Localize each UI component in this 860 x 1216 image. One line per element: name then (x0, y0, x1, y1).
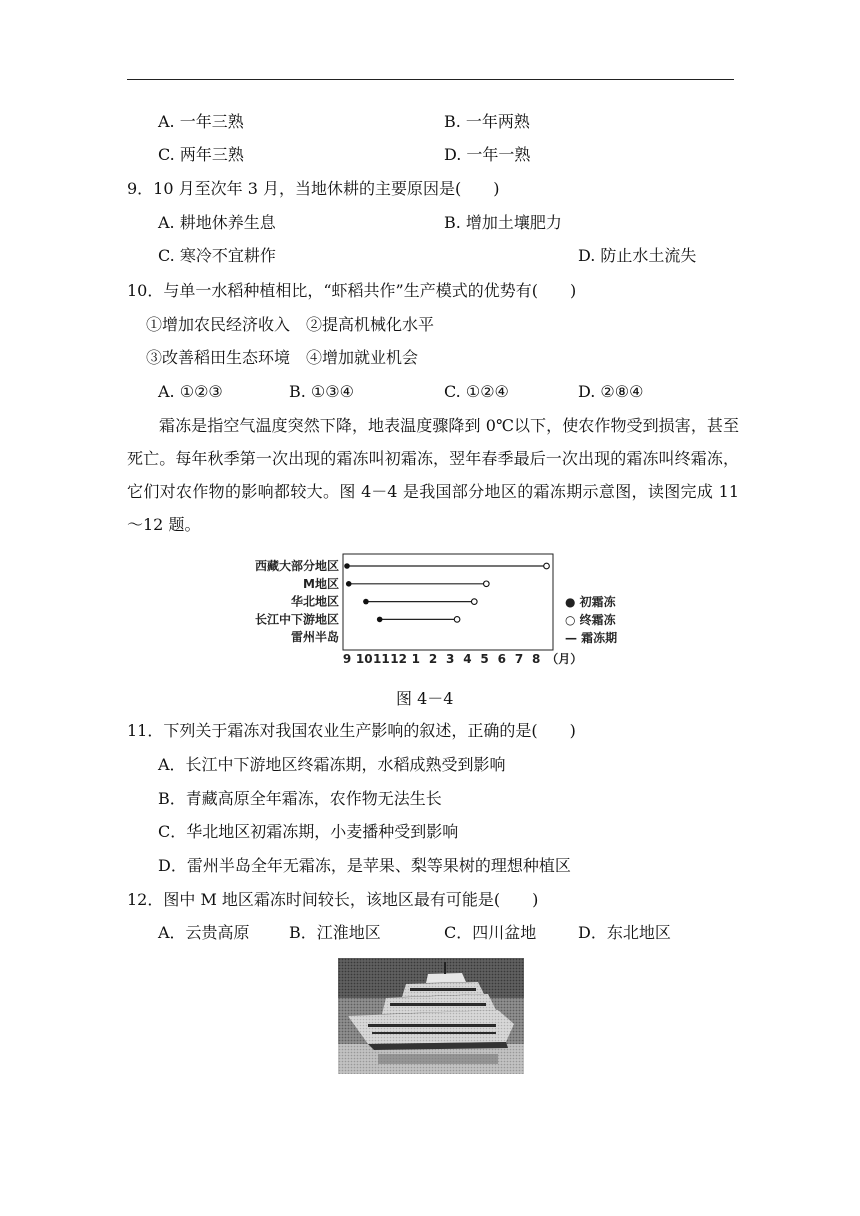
q11-option-c: C．华北地区初霜冻期，小麦播种受到影响 (158, 822, 459, 841)
q9-option-b: B. 增加土壤肥力 (444, 213, 562, 232)
q11-option-b: B．青藏高原全年霜冻，农作物无法生长 (158, 789, 442, 808)
q12-option-a: A．云贵高原 (158, 923, 250, 942)
q10-option-c: C. ①②④ (444, 382, 509, 401)
first-frost-point (344, 563, 350, 569)
first-frost-point (377, 617, 383, 623)
ship-photo (338, 958, 524, 1074)
q10-stem: 10．与单一水稻种植相比，“虾稻共作”生产模式的优势有( ) (127, 281, 577, 300)
q9-option-c: C. 寒冷不宜耕作 (158, 246, 276, 265)
q12-option-b: B．江淮地区 (289, 923, 381, 942)
q9-option-a: A. 耕地休养生息 (158, 213, 276, 232)
month-tick-label: 2 (428, 652, 438, 666)
month-tick-label: 5 (480, 652, 489, 666)
frost-passage: 霜冻是指空气温度突然下降，地表温度骤降到 0℃以下，使农作物受到损害，甚至死亡。每年秋季第一次出现的霜冻叫初霜冻，翌年春季最后一次出现的霜冻叫终霜冻，它们对农作物的影响都较大。图 4－4 是我国部分地区的霜冻期示意图，读图完成 11～12 题。 (127, 416, 739, 534)
last-frost-point (544, 563, 550, 569)
q10-item-line-1: ①增加农民经济收入 ②提高机械化水平 (146, 315, 435, 334)
month-tick-label: 7 (514, 652, 524, 666)
frost-period-chart (230, 548, 630, 676)
first-frost-point (346, 581, 352, 587)
region-label: 长江中下游地区 (254, 612, 339, 627)
legend-entry: — 霜冻期 (565, 631, 618, 645)
month-tick-label: 8 (532, 652, 541, 666)
q12-option-c: C．四川盆地 (444, 923, 537, 942)
header-rule (127, 79, 734, 80)
q11-option-a: A．长江中下游地区终霜冻期，水稻成熟受到影响 (158, 755, 506, 774)
legend-entry: ○ 终霜冻 (565, 613, 616, 627)
month-tick-label: 12 (390, 652, 407, 666)
q10-option-b: B. ①③④ (289, 382, 354, 401)
region-label: 华北地区 (290, 594, 339, 609)
q9-option-d: D. 防止水土流失 (578, 246, 697, 265)
legend-entry: ● 初霜冻 (565, 595, 616, 609)
month-tick-label: 1 (411, 652, 420, 666)
q8-option-b: B. 一年两熟 (444, 112, 530, 131)
q8-option-c: C. 两年三熟 (158, 145, 244, 164)
region-label: 雷州半岛 (290, 630, 339, 645)
last-frost-point (471, 599, 477, 605)
first-frost-point (363, 599, 369, 605)
q10-item-line-2: ③改善稻田生态环境 ④增加就业机会 (146, 348, 419, 367)
month-tick-label: 4 (463, 652, 472, 666)
month-tick-label: 9 (342, 652, 352, 666)
month-tick-label: 10 (355, 652, 373, 666)
region-label: M地区 (303, 576, 339, 591)
q12-stem: 12．图中 M 地区霜冻时间较长，该地区最有可能是( ) (127, 890, 539, 909)
month-tick-label: 6 (497, 652, 506, 666)
q11-option-d: D．雷州半岛全年无霜冻，是苹果、梨等果树的理想种植区 (158, 856, 571, 875)
region-label: 西藏大部分地区 (254, 559, 339, 573)
last-frost-point (454, 617, 460, 623)
q10-option-d: D. ②⑧④ (578, 382, 644, 401)
q10-option-a: A. ①②③ (158, 382, 223, 401)
month-tick-label: 11 (373, 652, 390, 666)
month-unit-label: （月） (546, 652, 583, 666)
q9-stem: 9．10 月至次年 3 月，当地休耕的主要原因是( ) (127, 179, 500, 198)
month-tick-label: 3 (446, 652, 455, 666)
q8-option-d: D. 一年一熟 (444, 145, 531, 164)
figure-caption: 图 4－4 (396, 689, 454, 708)
q8-option-a: A. 一年三熟 (158, 112, 244, 131)
last-frost-point (484, 581, 490, 587)
q12-option-d: D．东北地区 (578, 923, 671, 942)
q11-stem: 11．下列关于霜冻对我国农业生产影响的叙述，正确的是( ) (127, 721, 576, 740)
